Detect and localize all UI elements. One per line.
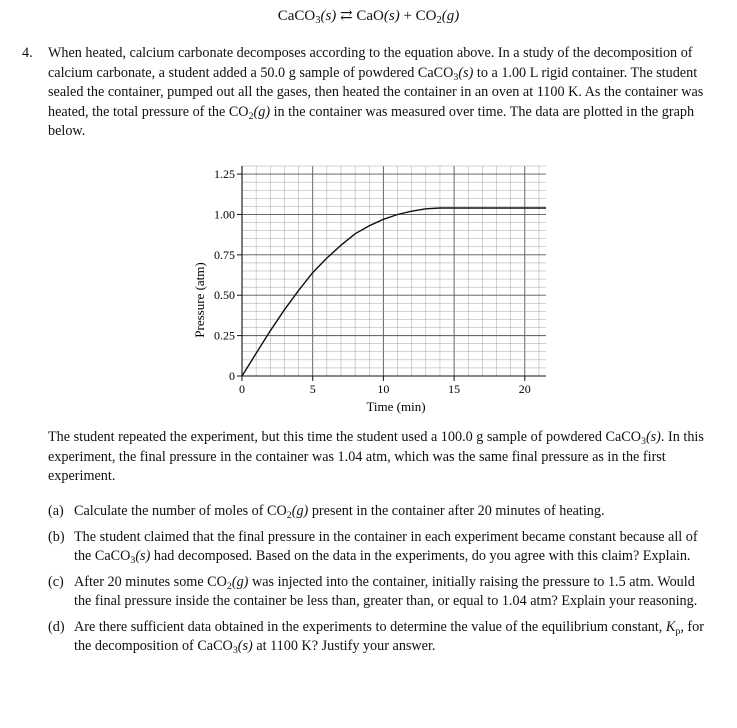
part-c-text1: After 20 minutes some CO [74, 573, 227, 590]
plus-sign: + [403, 8, 412, 24]
chart-grid [242, 166, 546, 376]
part-d-sub: 3 [232, 645, 238, 656]
followup-paragraph [48, 428, 714, 487]
x-tick-label: 0 [239, 382, 245, 396]
equilibrium-arrow-icon: ⇄ [340, 8, 353, 24]
product2-state: (g) [441, 8, 460, 24]
followup-text2: . In this experiment, the final pressure in the container was 1.04 atm, which was the same final pressure as in the first experiment. [48, 429, 704, 484]
part-b-letter: (b) [48, 528, 65, 545]
part-d-text3: at 1100 K? Justify your answer. [252, 638, 436, 654]
followup-sub: 3 [640, 436, 646, 447]
y-tick-label: 0.75 [214, 247, 235, 262]
product1-state: (s) [383, 8, 400, 24]
part-a-sub: 2 [286, 510, 292, 521]
followup-state: (s) [645, 429, 661, 445]
y-tick-labels [214, 167, 242, 383]
x-tick-label: 5 [309, 382, 316, 396]
part-b-text2: had decomposed. Based on the data in the experiments, do you agree with this claim? Explain. [150, 548, 691, 564]
y-tick-label: 1.00 [214, 207, 235, 222]
product2-formula: CO [415, 8, 437, 24]
part-a-text1: Calculate the number of moles of CO [74, 503, 287, 519]
y-axis-label: Pressure (atm) [192, 262, 207, 338]
reactant-formula: CaCO [277, 8, 316, 24]
part-b [48, 528, 714, 567]
part-c-text2: was injected into the container, initially raising the pressure to 1.5 atm. Would the final pressure inside the container be less than, greater than, or equal to 1.04 atm? Explain your reasoning. [74, 573, 698, 609]
part-d-k: K [665, 618, 676, 635]
part-c-sub: 2 [226, 580, 232, 592]
x-tick-labels [239, 376, 531, 396]
part-d-text2: for the decomposition of CaCO [74, 618, 704, 654]
followup-text1: The student repeated the experiment, but this time the student used a 100.0 g sample of powdered CaCO [48, 429, 641, 445]
product1-formula: CaO [356, 8, 384, 24]
x-tick-label: 20 [518, 382, 531, 396]
question-4 [22, 44, 712, 142]
question-number: 4. [22, 45, 33, 61]
question-sub1: 3 [453, 71, 459, 83]
part-d-ksub: p [675, 625, 681, 637]
part-d-text1: Are there sufficient data obtained in the experiments to determine the value of the equilibrium constant, [74, 618, 666, 635]
x-tick-label: 15 [448, 382, 461, 396]
part-d [48, 618, 714, 657]
y-tick-label: 0 [229, 369, 235, 383]
part-c [48, 573, 714, 612]
question-text [48, 44, 712, 142]
part-b-text1: The student claimed that the final pressure in the container in each experiment became constant because all of the CaCO [74, 528, 698, 564]
question-sub2: 2 [248, 110, 254, 122]
y-tick-label: 1.25 [214, 167, 235, 182]
part-b-sub: 3 [130, 555, 136, 566]
part-c-state: (g) [231, 573, 249, 590]
x-tick-label: 10 [377, 382, 390, 396]
part-a-letter: (a) [48, 503, 64, 519]
question-text-part1: When heated, calcium carbonate decomposes according to the equation above. In a study of the decomposition of calcium carbonate, a student added a 50.0 g sample of powdered CaCO [48, 45, 693, 81]
part-c-letter: (c) [48, 573, 64, 590]
part-a [48, 502, 714, 522]
y-tick-label: 0.25 [214, 328, 235, 343]
question-state2: (g) [253, 103, 271, 120]
reactant-state: (s) [320, 8, 337, 24]
question-state1: (s) [458, 64, 474, 81]
part-a-state: (g) [291, 503, 309, 519]
x-axis-label: Time (min) [366, 399, 426, 414]
product2-subscript: 2 [436, 15, 442, 26]
question-parts [48, 502, 714, 663]
pressure-time-chart [186, 158, 566, 420]
pressure-curve [242, 208, 546, 376]
question-text-part3: in the container was measured over time. The data are plotted in the graph below. [48, 103, 695, 139]
part-d-comma: , [680, 618, 684, 635]
question-text-part2: to a 1.00 L rigid container. The student sealed the container, pumped out all the gases, then heated the container in an oven at 1100 K. As the container was heated, the total pressure of the CO [48, 64, 704, 120]
part-b-state: (s) [135, 548, 151, 564]
reactant-subscript: 3 [315, 15, 321, 26]
part-d-letter: (d) [48, 618, 65, 635]
part-a-text2: present in the container after 20 minutes of heating. [308, 503, 605, 519]
part-d-state: (s) [237, 638, 253, 654]
y-tick-label: 0.50 [214, 288, 235, 303]
reaction-equation [0, 6, 737, 25]
